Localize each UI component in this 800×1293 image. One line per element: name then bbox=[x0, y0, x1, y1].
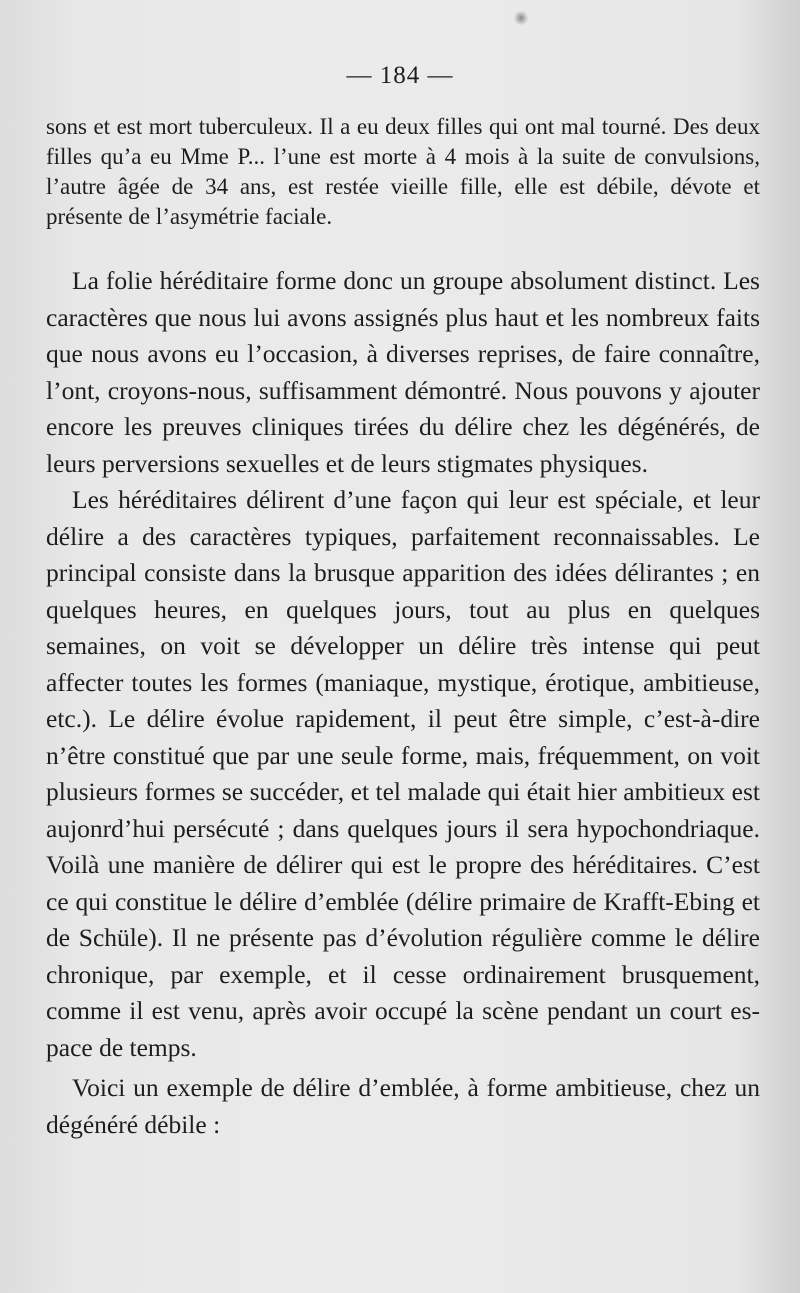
paragraph-2: Les héréditaires délirent d’une façon qui leur est spéciale, et leur délire a des caractères typiques, parfaitement reconnaissables. Le principal consiste dans la brusque apparition des idées délirantes ; en quelques heures, en quelques jours, tout au plus en quelques semaines, on voit se développer un délire très intense qui peut affecter toutes les formes (maniaque, mystique, érotique, ambitieuse, etc.). Le délire évolue rapidement, il peut être simple, c’est-à-dire n’être constitué que par une seule forme, mais, fréquemment, on voit plusieurs formes se succéder, et tel malade qui était hier ambitieux est aujonrd’hui persécuté ; dans quelques jours il sera hypochondriaque. Voilà une manière de délirer qui est le propre des héréditaires. C’est ce qui constitue le délire d’emblée (délire primaire de Krafft-Ebing et de Schüle). Il ne présente pas d’évolution régulière comme le délire chronique, par exemple, et il cesse ordinairement brusquement, comme il est venu, après avoir occupé la scène pendant un court espace de temps. bbox=[46, 485, 760, 1062]
ink-smudge bbox=[514, 10, 528, 26]
intro-paragraph: sons et est mort tuberculeux. Il a eu deux filles qui ont mal tourné. Des deux filles qu’a eu Mme P... l’une est morte à 4 mois à la suite de convulsions, l’autre âgée de 34 ans, est restée vieille fille, elle est débile, dévote et présente de l’asymétrie faciale. bbox=[46, 114, 760, 229]
paragraph-1: La folie héréditaire forme donc un groupe absolument distinct. Les caractères que nous lui avons assignés plus haut et les nombreux faits que nous avons eu l’occasion, à diverses reprises, de faire connaître, l’ont, croyons-nous, suffisamment démontré. Nous pouvons y ajouter encore les preuves cliniques tirées du délire chez les dégénérés, de leurs perversions sexuelles et de leurs stigmates physiques. bbox=[46, 266, 760, 478]
main-text-block bbox=[46, 263, 760, 1143]
page-number: — 184 — bbox=[346, 62, 454, 89]
intro-text-block bbox=[46, 112, 760, 232]
paragraph-3: Voici un exemple de délire d’emblée, à forme ambitieuse, chez un dégénéré débile : bbox=[46, 1073, 760, 1139]
